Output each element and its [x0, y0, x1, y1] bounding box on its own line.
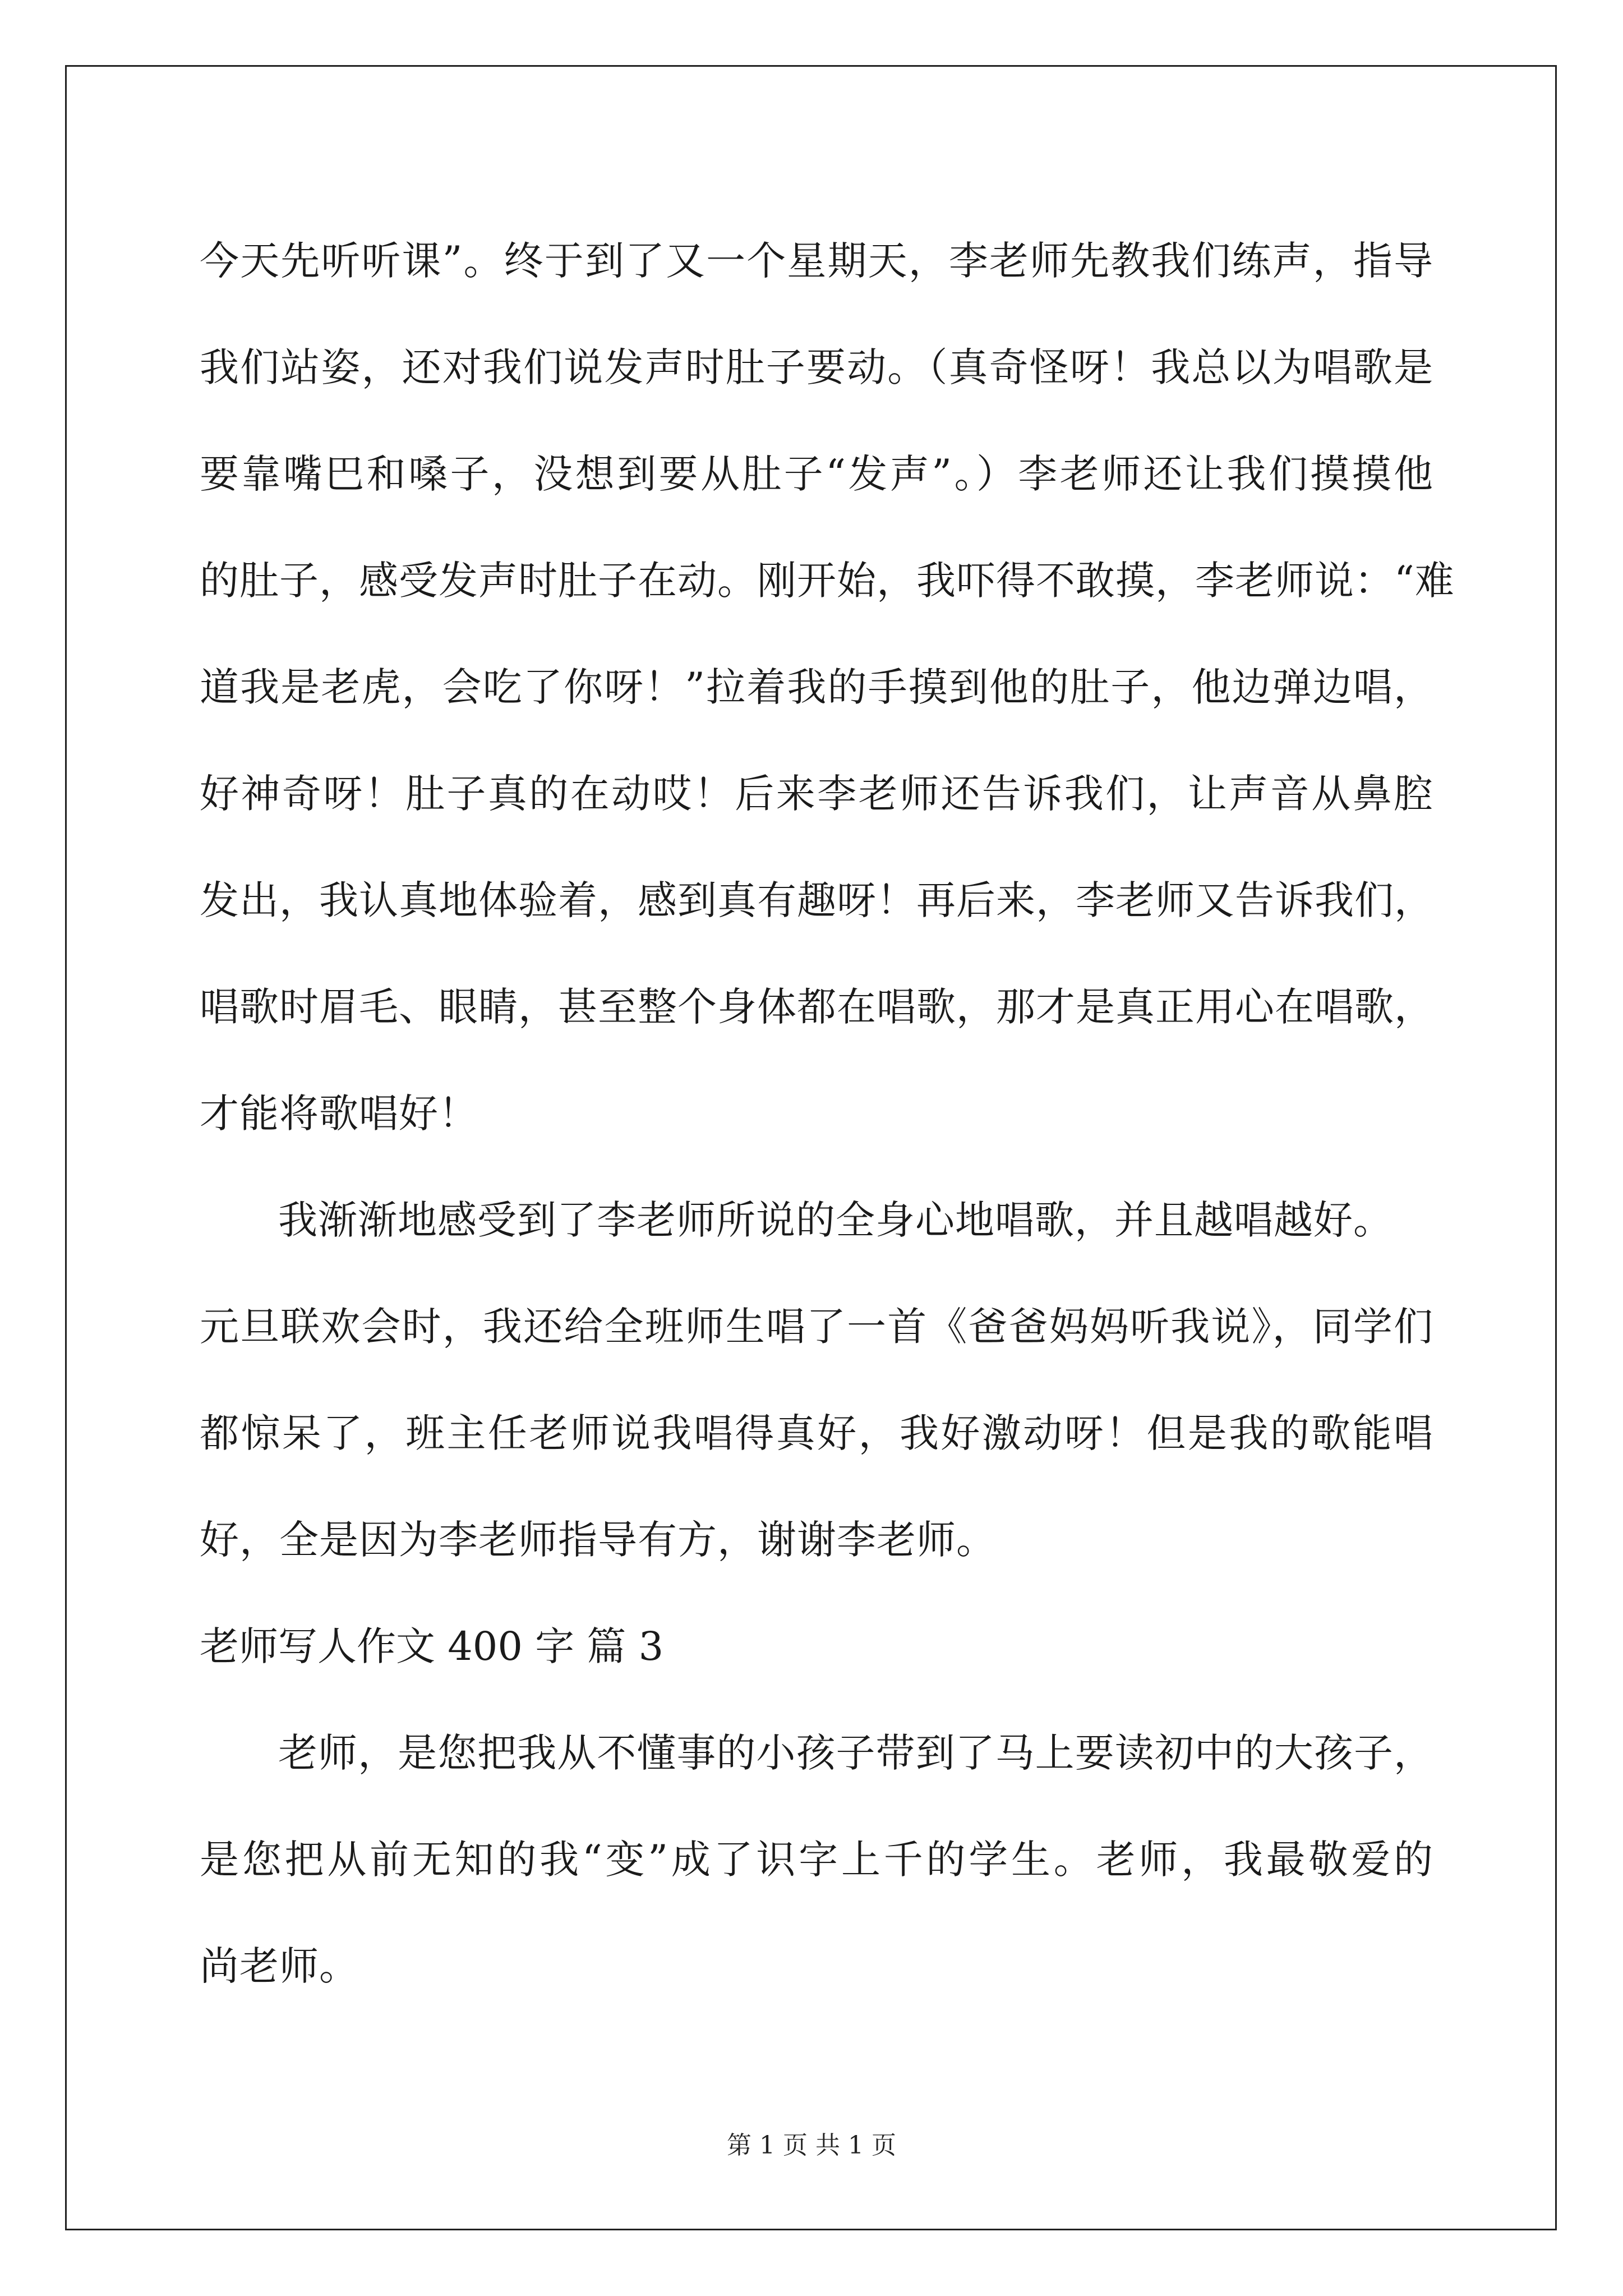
document-body	[200, 208, 1455, 2019]
text-line: 道我是老虎，会吃了你呀！”拉着我的手摸到他的肚子，他边弹边唱，	[200, 664, 1433, 710]
section-heading: 老师写人作文 400 字 篇 3	[200, 1623, 664, 1669]
paragraph-3	[200, 1700, 1433, 2019]
text-line: 都惊呆了，班主任老师说我唱得真好，我好激动呀！但是我的歌能唱	[200, 1410, 1433, 1456]
text-line: 唱歌时眉毛、眼睛，甚至整个身体都在唱歌，那才是真正用心在唱歌，	[200, 984, 1434, 1030]
text-line: 今天先听听课”。终于到了又一个星期天，李老师先教我们练声，指导	[200, 238, 1433, 284]
paragraph-1	[200, 208, 1455, 1167]
text-line: 的肚子，感受发声时肚子在动。刚开始，我吓得不敢摸，李老师说：“难	[200, 558, 1455, 604]
paragraph-2	[200, 1167, 1433, 1593]
text-line: 老师，是您把我从不懂事的小孩子带到了马上要读初中的大孩子，	[278, 1730, 1433, 1776]
text-line: 我们站姿，还对我们说发声时肚子要动。（真奇怪呀！我总以为唱歌是	[200, 344, 1433, 390]
page-number-footer: 第 1 页 共 1 页	[727, 2131, 896, 2160]
text-line: 元旦联欢会时，我还给全班师生唱了一首《爸爸妈妈听我说》，同学们	[200, 1304, 1433, 1350]
text-line: 好，全是因为李老师指导有方，谢谢李老师。	[200, 1517, 996, 1563]
text-line: 我渐渐地感受到了李老师所说的全身心地唱歌，并且越唱越好。	[278, 1197, 1393, 1243]
text-line: 要靠嘴巴和嗓子，没想到要从肚子“发声”。）李老师还让我们摸摸他	[200, 451, 1433, 497]
text-line: 发出，我认真地体验着，感到真有趣呀！再后来，李老师又告诉我们，	[200, 877, 1434, 923]
text-line: 是您把从前无知的我“变”成了识字上千的学生。老师，我最敬爱的	[200, 1837, 1433, 1883]
text-line: 尚老师。	[200, 1943, 359, 1989]
text-line: 好神奇呀！肚子真的在动哎！后来李老师还告诉我们，让声音从鼻腔	[200, 771, 1433, 817]
text-line: 才能将歌唱好！	[200, 1091, 478, 1137]
